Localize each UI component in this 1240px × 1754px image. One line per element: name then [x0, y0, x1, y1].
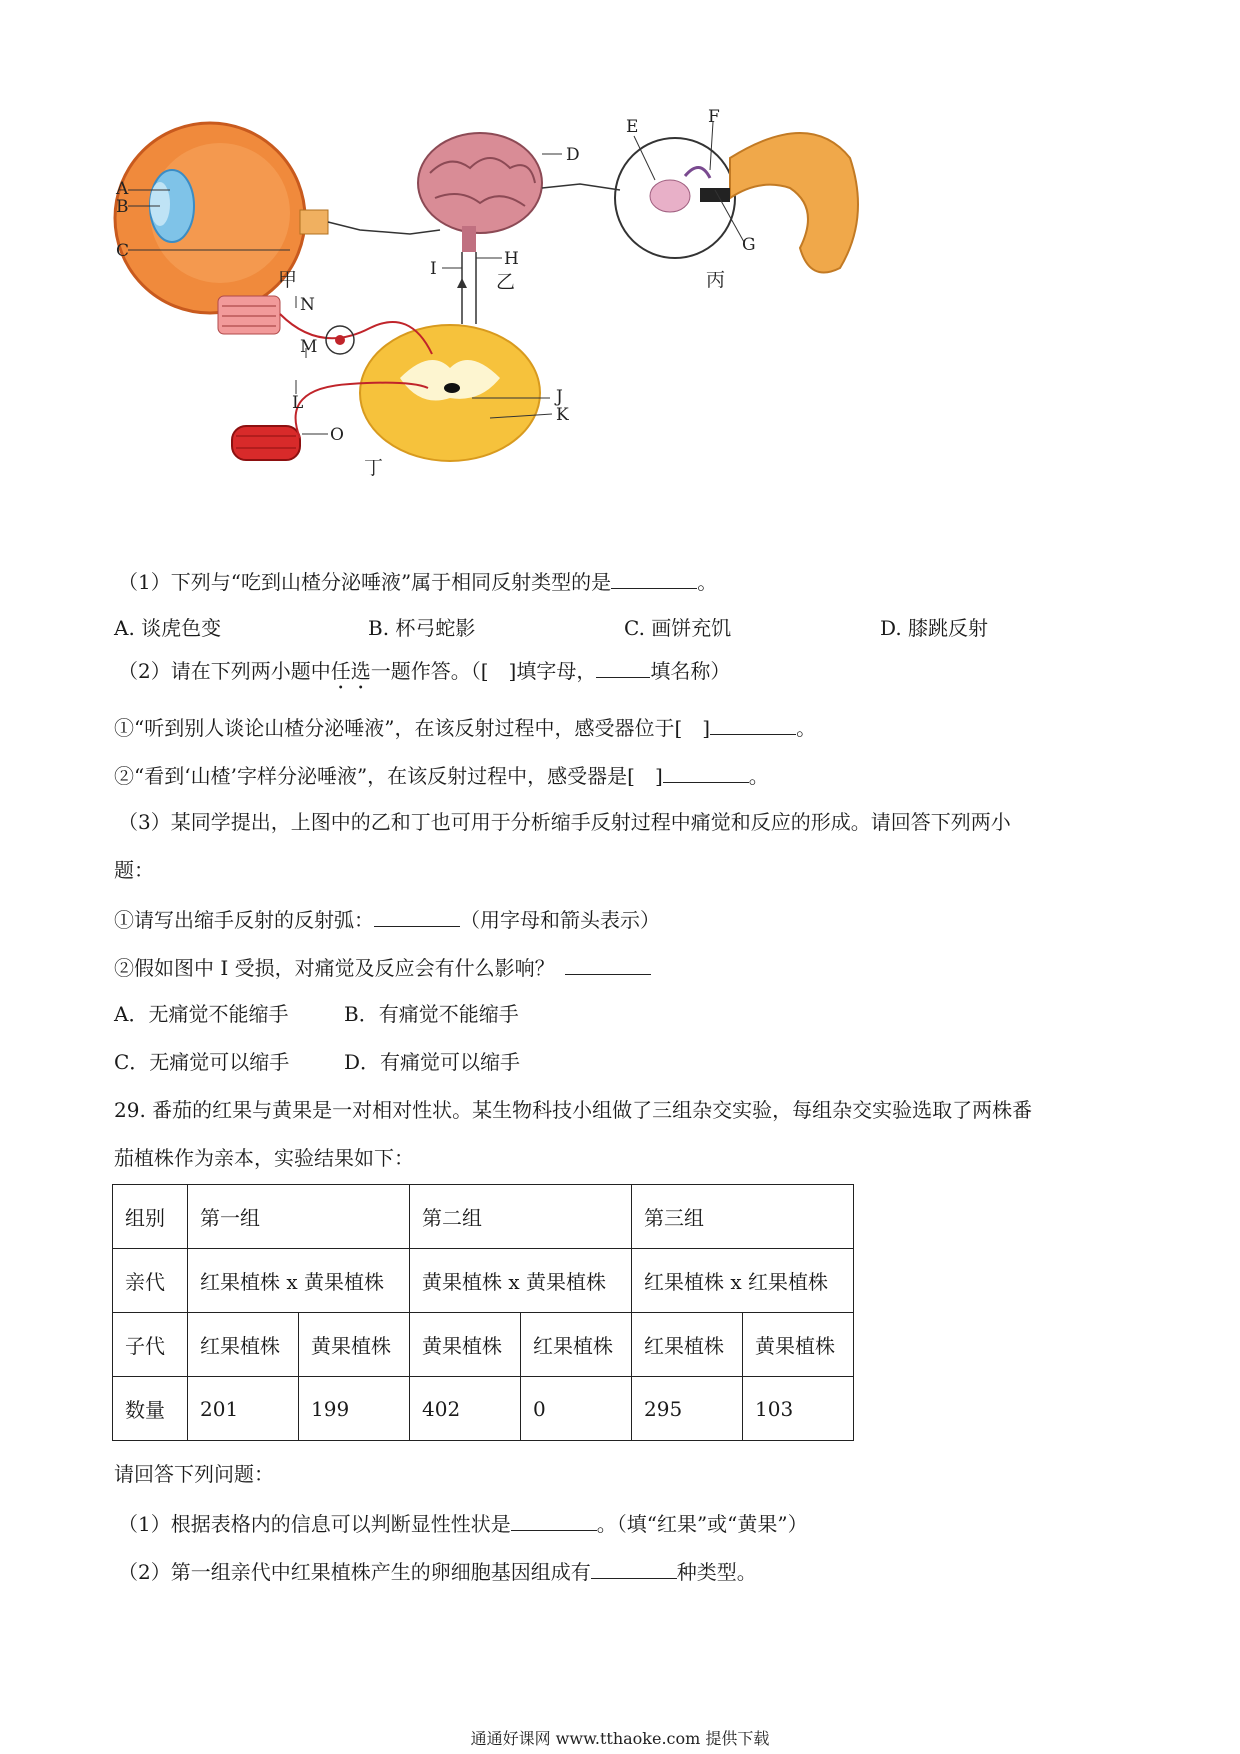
q2-stem-b: 一题作答。（[ ]填字母，	[370, 659, 597, 683]
question-3-stem-line-1: （3）某同学提出，上图中的乙和丁也可用于分析缩手反射过程中痛觉和反应的形成。请回答下列两小	[118, 810, 1011, 834]
label-A: A	[116, 179, 129, 199]
caption-yi: 乙	[496, 271, 516, 293]
question-2-sub-1	[114, 712, 816, 742]
table-cell: 红果植株	[632, 1313, 743, 1377]
table-cell: 红果植株 x 红果植株	[632, 1249, 854, 1313]
table-cell: 103	[743, 1377, 854, 1441]
q2-sub1-end: 。	[796, 716, 817, 740]
table-cell: 201	[188, 1377, 299, 1441]
label-J: J	[556, 387, 563, 407]
answer-blank[interactable]	[710, 712, 796, 735]
caption-bing: 丙	[706, 269, 726, 291]
page-footer: 通通好课网 www.tthaoke.com 提供下载	[470, 1729, 770, 1748]
question-29-stem-line-2: 茄植株作为亲本，实验结果如下：	[114, 1146, 414, 1170]
option-b[interactable]: B. 杯弓蛇影	[368, 616, 476, 640]
row-header: 组别	[113, 1185, 188, 1249]
label-N: N	[300, 295, 315, 315]
answer-blank[interactable]	[511, 1508, 597, 1531]
spinal-cord-illustration	[360, 325, 540, 461]
label-L: L	[292, 393, 304, 413]
q29-sub1-text: （1）根据表格内的信息可以判断显性性状是	[118, 1512, 511, 1536]
option-d[interactable]: D. 膝跳反射	[880, 616, 989, 640]
question-1-stem	[118, 566, 717, 596]
skin-receptor-illustration	[218, 296, 280, 334]
ear-illustration	[615, 133, 858, 273]
q2-stem-a: （2）请在下列两小题中	[118, 659, 331, 683]
answer-blank[interactable]	[596, 655, 650, 678]
group-header: 第二组	[410, 1185, 632, 1249]
row-header: 亲代	[113, 1249, 188, 1313]
label-G: G	[742, 235, 756, 255]
table-cell: 402	[410, 1377, 521, 1441]
label-D: D	[566, 145, 580, 165]
q2-sub1-text: ①“听到别人谈论山楂分泌唾液”，在该反射过程中，感受器位于[ ]	[114, 716, 711, 740]
q29-sub1-hint: 。（填“红果”或“黄果”）	[596, 1512, 808, 1536]
label-C: C	[116, 241, 130, 261]
q2-stem-c: 填名称）	[650, 659, 731, 683]
q29-sub2-text: （2）第一组亲代中红果植株产生的卵细胞基因组成有	[118, 1560, 591, 1584]
table-row	[113, 1377, 854, 1441]
muscle-effector-illustration	[232, 426, 300, 460]
option-b[interactable]: B．有痛觉不能缩手	[344, 1002, 519, 1026]
group-header: 第三组	[632, 1185, 854, 1249]
table-cell: 红果植株 x 黄果植株	[188, 1249, 410, 1313]
option-c[interactable]: C．无痛觉可以缩手	[114, 1050, 290, 1074]
group-header: 第一组	[188, 1185, 410, 1249]
option-c[interactable]: C. 画饼充饥	[624, 616, 732, 640]
question-2-stem	[118, 655, 730, 694]
table-row	[113, 1249, 854, 1313]
q29-sub2-end: 种类型。	[676, 1560, 757, 1584]
table-cell: 黄果植株	[410, 1313, 521, 1377]
table-cell: 红果植株	[521, 1313, 632, 1377]
question-3-stem-line-2: 题：	[114, 858, 154, 882]
table-cell: 0	[521, 1377, 632, 1441]
label-F: F	[708, 107, 720, 127]
caption-ding: 丁	[364, 457, 384, 479]
hybridization-results-table	[112, 1184, 854, 1441]
table-cell: 199	[299, 1377, 410, 1441]
question-29-sub-1	[118, 1508, 808, 1538]
answer-blank[interactable]	[611, 566, 697, 589]
nervous-system-figure	[110, 107, 990, 538]
option-a[interactable]: A．无痛觉不能缩手	[114, 1002, 289, 1026]
question-29-sub-2	[118, 1556, 757, 1586]
q1-stem-text: （1）下列与“吃到山楂分泌唾液”属于相同反射类型的是	[118, 570, 612, 594]
answer-blank[interactable]	[374, 904, 460, 927]
table-row	[113, 1185, 854, 1249]
option-a[interactable]: A. 谈虎色变	[114, 616, 222, 640]
question-3-sub-2	[114, 952, 651, 982]
table-row	[113, 1313, 854, 1377]
answer-blank[interactable]	[663, 760, 749, 783]
table-cell: 295	[632, 1377, 743, 1441]
row-header: 子代	[113, 1313, 188, 1377]
question-29-stem-line-1: 29. 番茄的红果与黄果是一对相对性状。某生物科技小组做了三组杂交实验，每组杂交实验选取了两株番	[114, 1098, 1033, 1122]
label-B: B	[116, 197, 129, 217]
table-cell: 黄果植株	[299, 1313, 410, 1377]
q3-sub2-text: ②假如图中 I 受损，对痛觉及反应会有什么影响？	[114, 956, 555, 980]
label-O: O	[330, 425, 344, 445]
q3-sub1-text: ①请写出缩手反射的反射弧：	[114, 908, 374, 932]
question-3-sub-1	[114, 904, 660, 934]
label-M: M	[300, 337, 318, 357]
question-2-sub-2	[114, 760, 769, 790]
brain-illustration	[418, 133, 542, 252]
q2-stem-emphasis: 任选	[330, 659, 371, 683]
q2-sub2-end: 。	[748, 764, 769, 788]
option-d[interactable]: D．有痛觉可以缩手	[344, 1050, 521, 1074]
caption-jia: 甲	[278, 269, 298, 291]
q3-sub1-hint: （用字母和箭头表示）	[460, 908, 660, 932]
label-E: E	[626, 117, 639, 137]
label-H: H	[504, 249, 519, 269]
row-header: 数量	[113, 1377, 188, 1441]
answer-blank[interactable]	[591, 1556, 677, 1579]
table-cell: 黄果植株 x 黄果植株	[410, 1249, 632, 1313]
answer-blank[interactable]	[565, 952, 651, 975]
table-cell: 红果植株	[188, 1313, 299, 1377]
question-29-prompt: 请回答下列问题：	[114, 1462, 274, 1486]
table-cell: 黄果植株	[743, 1313, 854, 1377]
q1-end: 。	[697, 570, 718, 594]
q2-sub2-text: ②“看到‘山楂’字样分泌唾液”，在该反射过程中，感受器是[ ]	[114, 764, 663, 788]
label-I: I	[430, 259, 437, 279]
label-K: K	[556, 405, 569, 425]
